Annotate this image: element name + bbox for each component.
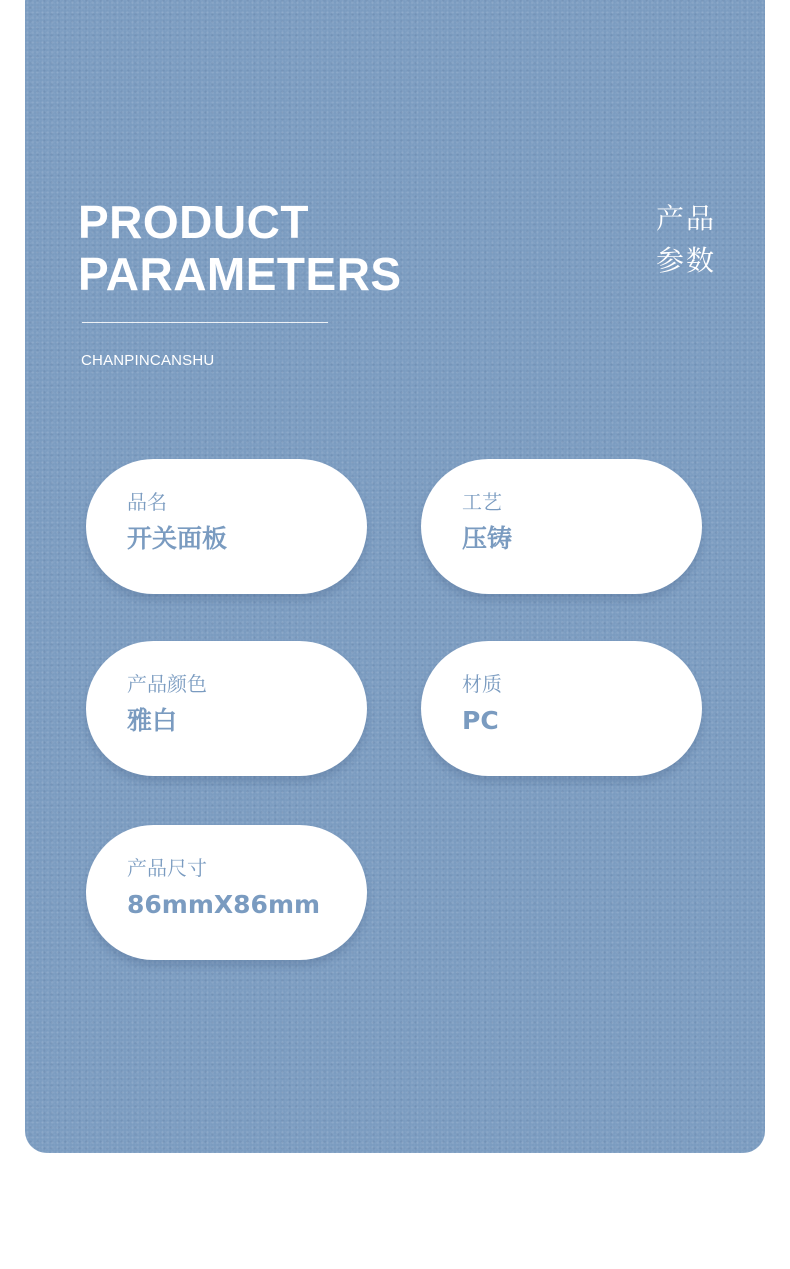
param-label: 材质 [462, 672, 502, 696]
param-value: 开关面板 [127, 524, 228, 553]
param-card-process [421, 459, 702, 594]
title-divider [82, 322, 328, 323]
param-value: 雅白 [127, 706, 178, 735]
param-card-material [421, 641, 702, 776]
param-card-product-name [86, 459, 367, 594]
param-value: 86mmX86mm [127, 890, 321, 919]
param-card-size [86, 825, 367, 960]
param-card-color [86, 641, 367, 776]
param-value: 压铸 [462, 524, 513, 553]
param-label: 产品颜色 [127, 672, 207, 696]
param-value: PC [462, 706, 499, 735]
chinese-title [656, 198, 716, 282]
page-title [78, 196, 402, 300]
pinyin-subtitle: CHANPINCANSHU [81, 352, 215, 369]
chinese-title-line-1: 产品 [655, 202, 716, 235]
title-line-product: PRODUCT [78, 196, 309, 248]
param-label: 产品尺寸 [127, 856, 207, 880]
param-label: 工艺 [462, 490, 502, 514]
title-line-parameters: PARAMETERS [78, 248, 402, 300]
param-label: 品名 [127, 490, 167, 514]
chinese-title-line-2: 参数 [655, 244, 716, 277]
